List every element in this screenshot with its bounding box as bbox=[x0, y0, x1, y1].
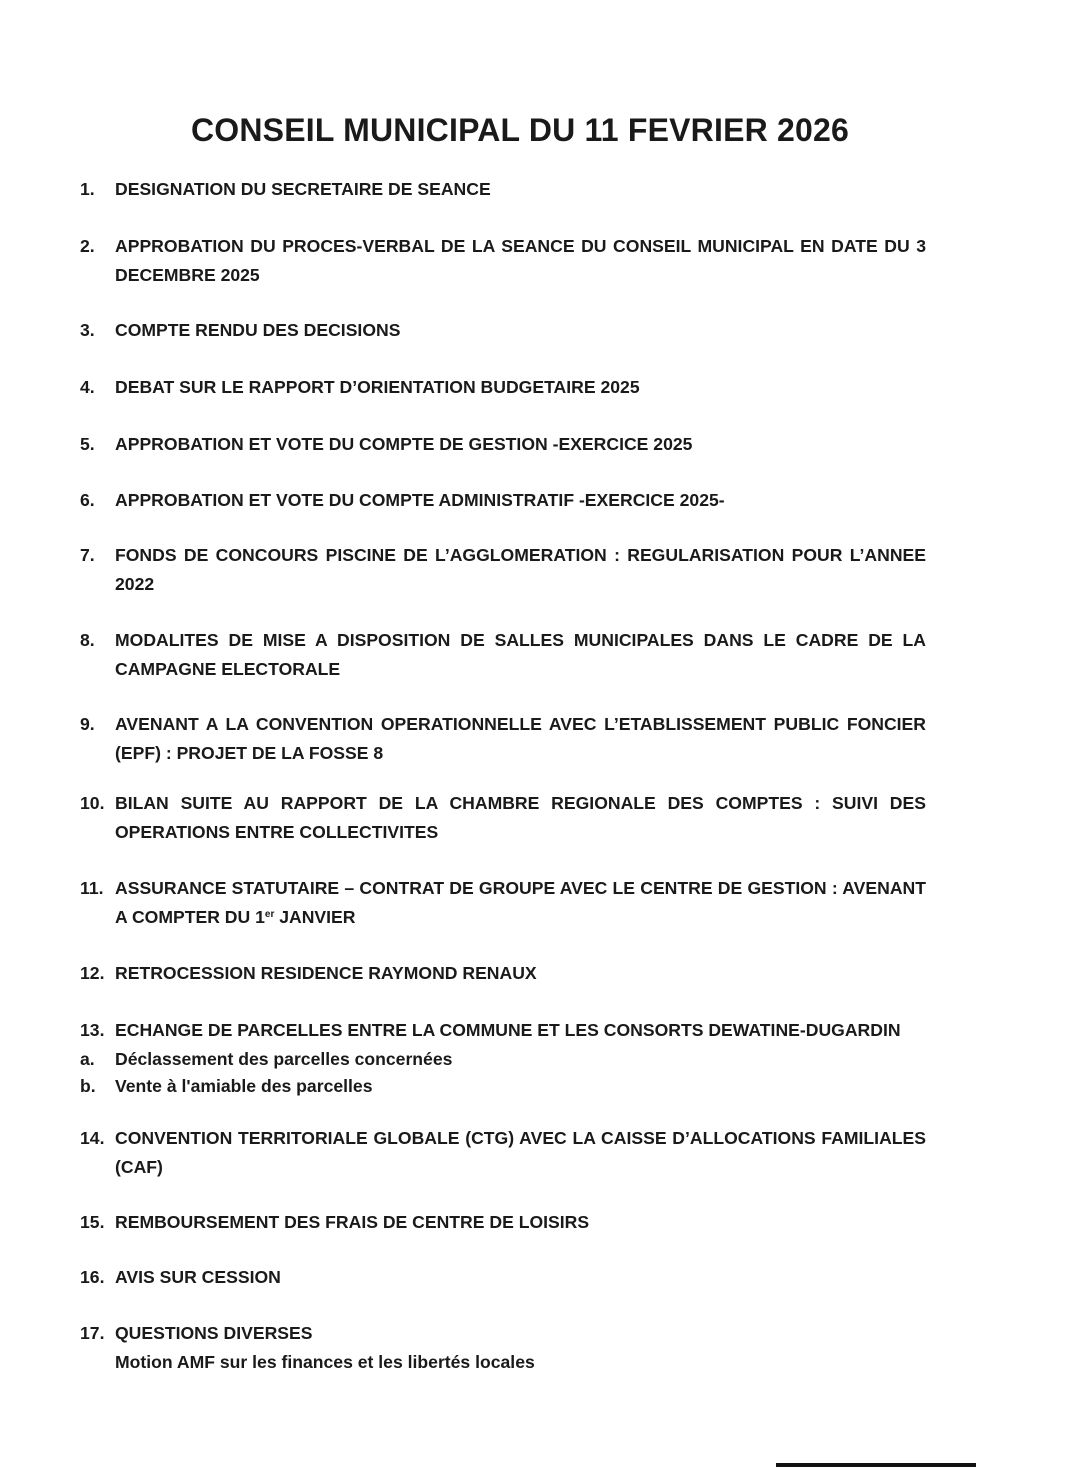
agenda-item-5 bbox=[80, 430, 926, 459]
agenda-item-16 bbox=[80, 1263, 926, 1292]
item-number: 14. bbox=[80, 1128, 105, 1148]
item-text: DEBAT SUR LE RAPPORT D’ORIENTATION BUDGETAIRE 2025 bbox=[115, 377, 640, 397]
item-number: 5. bbox=[80, 434, 95, 454]
item-text: CONVENTION TERRITORIALE GLOBALE (CTG) AVEC LA CAISSE D’ALLOCATIONS FAMILIALES (CAF) bbox=[115, 1128, 926, 1177]
agenda-item-7 bbox=[80, 541, 926, 598]
item-text: MODALITES DE MISE A DISPOSITION DE SALLES MUNICIPALES DANS LE CADRE DE LA CAMPAGNE ELECTORALE bbox=[115, 630, 926, 679]
item-text: ECHANGE DE PARCELLES ENTRE LA COMMUNE ET LES CONSORTS DEWATINE-DUGARDIN bbox=[115, 1020, 901, 1040]
agenda-item-14 bbox=[80, 1124, 926, 1181]
item-number: 10. bbox=[80, 793, 105, 813]
item-number: 8. bbox=[80, 630, 95, 650]
item-number: 11. bbox=[80, 878, 104, 898]
agenda-item-1 bbox=[80, 175, 926, 204]
item-text-main: ASSURANCE STATUTAIRE – CONTRAT DE GROUPE AVEC LE CENTRE DE GESTION : AVENANT A COMPTER DU 1 bbox=[115, 878, 926, 927]
item-text: REMBOURSEMENT DES FRAIS DE CENTRE DE LOISIRS bbox=[115, 1212, 590, 1232]
agenda-item-17 bbox=[80, 1319, 926, 1376]
item-number: 6. bbox=[80, 490, 95, 510]
item-number: 12. bbox=[80, 963, 105, 983]
item-number: 9. bbox=[80, 714, 95, 734]
agenda-item-13 bbox=[80, 1016, 926, 1045]
item-text: APPROBATION ET VOTE DU COMPTE ADMINISTRATIF -EXERCICE 2025- bbox=[115, 490, 725, 510]
agenda-item-12 bbox=[80, 959, 926, 988]
subitem-letter: b. bbox=[80, 1076, 96, 1096]
agenda-item-2 bbox=[80, 232, 926, 289]
agenda-item-13-subitems bbox=[80, 1045, 926, 1099]
item-number: 7. bbox=[80, 545, 95, 565]
item-text bbox=[115, 874, 926, 931]
subitem-b bbox=[80, 1072, 926, 1099]
agenda-item-6 bbox=[80, 486, 926, 515]
item-text: DESIGNATION DU SECRETAIRE DE SEANCE bbox=[115, 179, 491, 199]
bottom-rule bbox=[776, 1463, 976, 1467]
item-text: AVENANT A LA CONVENTION OPERATIONNELLE AVEC L’ETABLISSEMENT PUBLIC FONCIER (EPF) : PROJET DE LA FOSSE 8 bbox=[115, 714, 926, 763]
page-title: CONSEIL MUNICIPAL DU 11 FEVRIER 2026 bbox=[190, 112, 850, 148]
subitem-text: Vente à l'amiable des parcelles bbox=[115, 1076, 373, 1096]
item-number: 13. bbox=[80, 1020, 105, 1040]
ordinal-suffix: er bbox=[264, 908, 275, 920]
item-number: 16. bbox=[80, 1267, 105, 1287]
agenda-item-9 bbox=[80, 710, 926, 767]
subitem-a bbox=[80, 1045, 926, 1072]
agenda-item-4 bbox=[80, 373, 926, 402]
item-number: 2. bbox=[80, 236, 95, 256]
item-text-end: JANVIER bbox=[274, 906, 356, 927]
item-text: COMPTE RENDU DES DECISIONS bbox=[115, 320, 401, 340]
agenda-item-3 bbox=[80, 316, 926, 345]
item-text: FONDS DE CONCOURS PISCINE DE L’AGGLOMERATION : REGULARISATION POUR L’ANNEE 2022 bbox=[115, 545, 926, 594]
agenda-item-15 bbox=[80, 1208, 926, 1237]
item-note: Motion AMF sur les finances et les libertés locales bbox=[115, 1351, 535, 1372]
item-number: 17. bbox=[80, 1323, 105, 1343]
item-text: APPROBATION ET VOTE DU COMPTE DE GESTION -EXERCICE 2025 bbox=[115, 434, 693, 454]
agenda-item-10 bbox=[80, 789, 926, 846]
item-text: QUESTIONS DIVERSES bbox=[115, 1323, 313, 1343]
agenda-item-8 bbox=[80, 626, 926, 683]
agenda-item-11 bbox=[80, 874, 926, 931]
item-text: AVIS SUR CESSION bbox=[115, 1267, 281, 1287]
item-number: 15. bbox=[80, 1212, 105, 1232]
subitem-text: Déclassement des parcelles concernées bbox=[115, 1049, 453, 1069]
item-text: RETROCESSION RESIDENCE RAYMOND RENAUX bbox=[115, 963, 537, 983]
item-number: 1. bbox=[80, 179, 95, 199]
item-text: BILAN SUITE AU RAPPORT DE LA CHAMBRE REGIONALE DES COMPTES : SUIVI DES OPERATIONS ENTRE COLLECTIVITES bbox=[115, 793, 926, 842]
subitem-letter: a. bbox=[80, 1049, 95, 1069]
item-text: APPROBATION DU PROCES-VERBAL DE LA SEANCE DU CONSEIL MUNICIPAL EN DATE DU 3 DECEMBRE 2025 bbox=[115, 236, 926, 285]
item-number: 3. bbox=[80, 320, 95, 340]
item-number: 4. bbox=[80, 377, 95, 397]
